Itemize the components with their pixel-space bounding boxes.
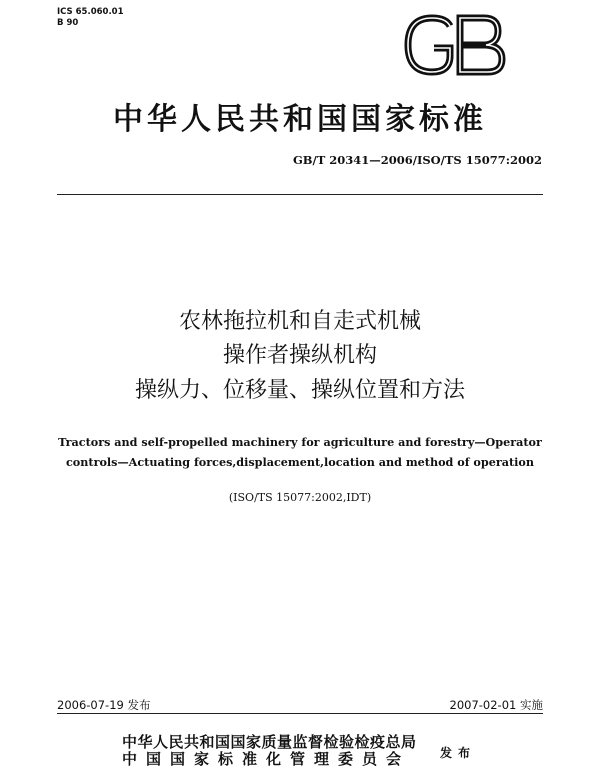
chinese-title-line-2: 操作者操纵机构	[222, 343, 377, 368]
standard-number: GB/T 20341—2006/ISO/TS 15077:2002	[292, 153, 542, 167]
issuing-authorities	[122, 734, 417, 768]
publish-label: 发布	[440, 746, 477, 760]
implementation-date: 2007-02-01 实施	[449, 698, 543, 712]
gb-logo	[398, 12, 510, 78]
national-standard-title: 中华人民共和国国家标准	[113, 102, 487, 137]
publish-date: 2006-07-19 发布	[57, 698, 151, 712]
ics-code: ICS 65.060.01	[57, 7, 124, 17]
classification-codes	[57, 7, 124, 29]
ccs-code: B 90	[57, 18, 79, 28]
gb-logo-icon	[398, 12, 510, 78]
chinese-title-line-3: 操纵力、位移量、操纵位置和方法	[134, 378, 465, 403]
issuer-aqsiq: 中华人民共和国国家质量监督检验检疫总局	[122, 733, 417, 751]
english-title-line-2: controls—Actuating forces,displacement,location and method of operation	[66, 455, 534, 469]
top-divider	[57, 194, 543, 195]
issuer-sac: 中国国家标准化管理委员会	[122, 750, 411, 768]
chinese-title-line-1: 农林拖拉机和自走式机械	[178, 309, 421, 334]
bottom-divider	[57, 713, 543, 714]
equivalence-note: (ISO/TS 15077:2002,IDT)	[228, 491, 372, 504]
english-title-line-1: Tractors and self-propelled machinery for agriculture and forestry—Operator	[58, 435, 542, 449]
